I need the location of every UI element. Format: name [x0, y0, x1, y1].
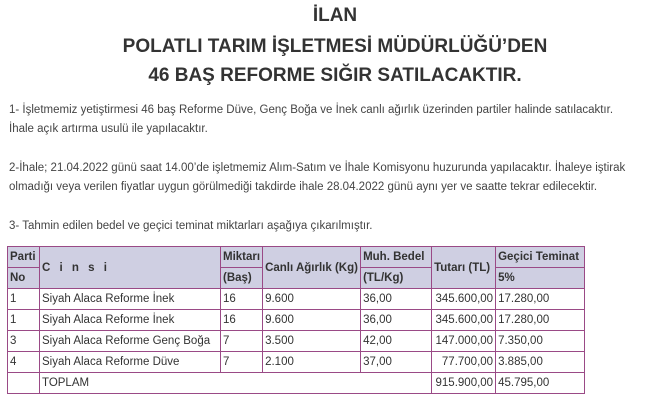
- header-yuzde: 5%: [496, 268, 585, 289]
- cell-miktar: 7: [221, 352, 263, 373]
- cell-tutar: 77.700,00: [432, 352, 496, 373]
- header-bas: (Baş): [221, 268, 263, 289]
- total-label: TOPLAM: [40, 373, 432, 394]
- paragraph-3: [9, 217, 669, 236]
- total-teminat: 45.795,00: [496, 373, 585, 394]
- table-row: [8, 352, 585, 373]
- paragraph-2: [9, 159, 669, 197]
- cell-bedel: 36,00: [361, 289, 432, 310]
- cell-agirlik: 2.100: [263, 352, 361, 373]
- header-tutari: Tutarı (TL): [432, 247, 496, 289]
- cell-agirlik: 3.500: [263, 331, 361, 352]
- cell-empty: [8, 373, 40, 394]
- table-row: [8, 331, 585, 352]
- cell-cinsi: Siyah Alaca Reforme İnek: [40, 289, 221, 310]
- sale-title: 46 BAŞ REFORME SIĞIR SATILACAKTIR.: [148, 65, 522, 86]
- cell-no: 1: [8, 310, 40, 331]
- header-gecici-teminat: Geçici Teminat: [496, 247, 585, 268]
- table-total-row: [8, 373, 585, 394]
- header-canli-agirlik: Canlı Ağırlık (Kg): [263, 247, 361, 289]
- cell-no: 4: [8, 352, 40, 373]
- cell-teminat: 17.280,00: [496, 310, 585, 331]
- cell-tutar: 345.600,00: [432, 310, 496, 331]
- cell-cinsi: Siyah Alaca Reforme Düve: [40, 352, 221, 373]
- cell-bedel: 42,00: [361, 331, 432, 352]
- header-parti: Parti: [8, 247, 40, 268]
- total-tutar: 915.900,00: [432, 373, 496, 394]
- cell-miktar: 16: [221, 310, 263, 331]
- paragraph-1: [9, 101, 669, 139]
- cell-cinsi: Siyah Alaca Reforme Genç Boğa: [40, 331, 221, 352]
- paragraph-2-line-1: 2-İhale; 21.04.2022 günü saat 14.00’de işletmemiz Alım-Satım ve İhale Komisyonu huzurunda yapılacaktır. İhaleye iştirak: [9, 162, 626, 174]
- paragraph-2-line-2: olmadığı veya verilen fiyatlar uygun görülmediği takdirde ihale 28.04.2022 günü aynı yer ve saatte tekrar edilecektir.: [9, 181, 598, 193]
- cell-no: 1: [8, 289, 40, 310]
- cell-teminat: 17.280,00: [496, 289, 585, 310]
- issuer-title: POLATLI TARIM İŞLETMESİ MÜDÜRLÜĞÜ’DEN: [122, 36, 548, 57]
- cell-cinsi: Siyah Alaca Reforme İnek: [40, 310, 221, 331]
- cell-tutar: 147.000,00: [432, 331, 496, 352]
- lots-table: [7, 246, 585, 394]
- header-no: No: [8, 268, 40, 289]
- table-row: [8, 310, 585, 331]
- cell-teminat: 3.885,00: [496, 352, 585, 373]
- table-header-row-1: [8, 247, 585, 268]
- cell-miktar: 16: [221, 289, 263, 310]
- header-tl-kg: (TL/Kg): [361, 268, 432, 289]
- header-cinsi: C i n s i: [40, 247, 221, 289]
- cell-no: 3: [8, 331, 40, 352]
- cell-tutar: 345.600,00: [432, 289, 496, 310]
- paragraph-3-line-1: 3- Tahmin edilen bedel ve geçici teminat miktarları aşağıya çıkarılmıştır.: [9, 220, 373, 232]
- cell-agirlik: 9.600: [263, 310, 361, 331]
- cell-bedel: 37,00: [361, 352, 432, 373]
- cell-teminat: 7.350,00: [496, 331, 585, 352]
- paragraph-1-line-1: 1- İşletmemiz yetiştirmesi 46 baş Reforme Düve, Genç Boğa ve İnek canlı ağırlık üzerinden partiler halinde satılacaktır.: [9, 104, 614, 116]
- announcement-title: İLAN: [312, 5, 358, 26]
- cell-bedel: 36,00: [361, 310, 432, 331]
- table-row: [8, 289, 585, 310]
- cell-agirlik: 9.600: [263, 289, 361, 310]
- paragraph-1-line-2: İhale açık artırma usulü ile yapılacaktır.: [9, 123, 208, 135]
- cell-miktar: 7: [221, 331, 263, 352]
- header-muh-bedel: Muh. Bedel: [361, 247, 432, 268]
- header-miktari: Miktarı: [221, 247, 263, 268]
